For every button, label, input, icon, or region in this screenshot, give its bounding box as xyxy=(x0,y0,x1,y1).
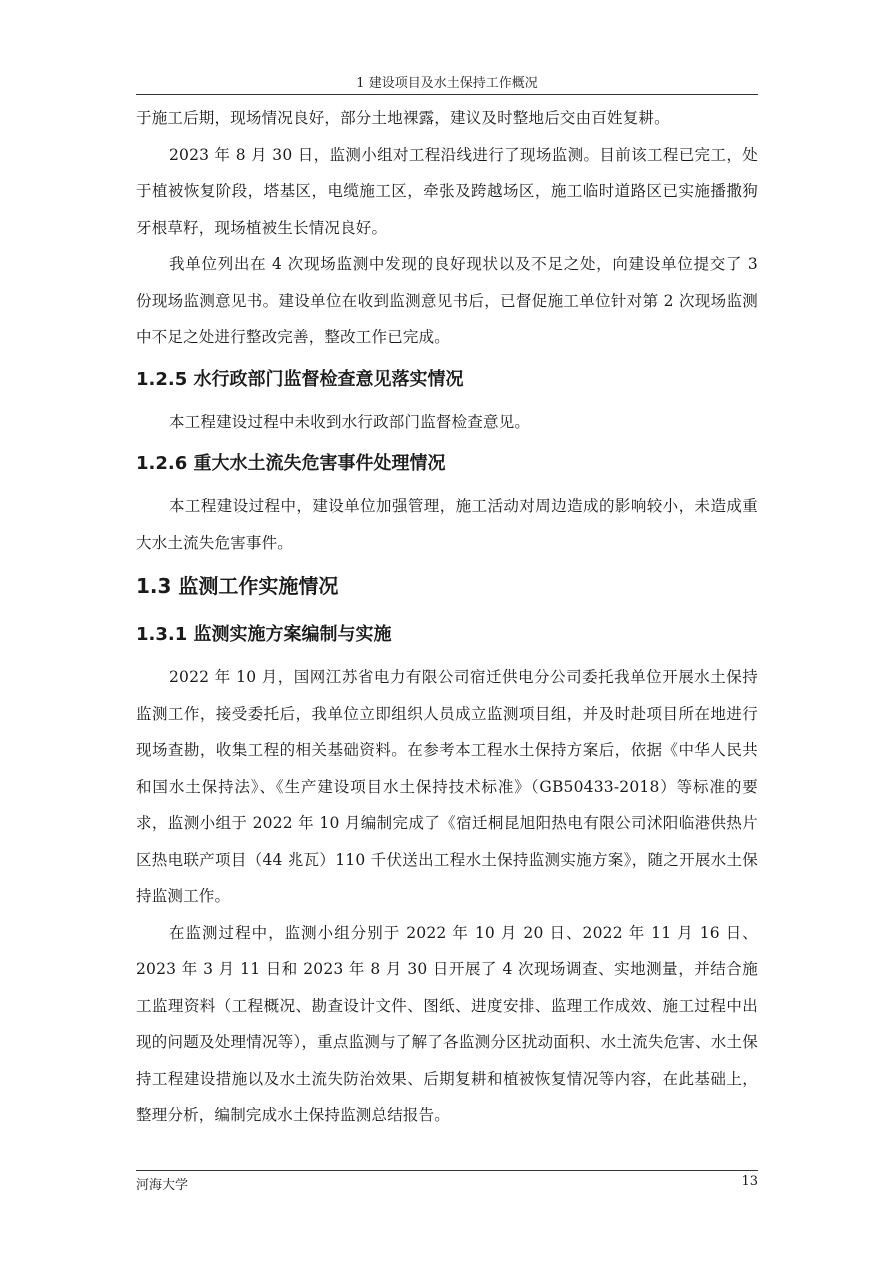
paragraph-plan: 2022 年 10 月，国网江苏省电力有限公司宿迁供电分公司委托我单位开展水土保持监测工作，接受委托后，我单位立即组织人员成立监测项目组，并及时赴项目所在地进行现场查勘，收集工程的相关基础资料。在参考本工程水土保持方案后，依据《中华人民共和国水土保持法》、《生产建设项目水土保持技术标准》（GB50433-2018）等标准的要求，监测小组于 2022 年 10 月编制完成了《宿迁桐昆旭阳热电有限公司沭阳临港供热片区热电联产项目（44 兆瓦）110 千伏送出工程水土保持监测实施方案》，随之开展水土保持监测工作。 xyxy=(136,668,758,905)
footer-institution: 河海大学 xyxy=(136,1178,189,1193)
page-number: 13 xyxy=(741,1174,758,1189)
paragraph-hazard: 本工程建设过程中，建设单位加强管理，施工活动对周边造成的影响较小，未造成重大水土流失危害事件。 xyxy=(136,497,758,552)
section-heading-1-3-1: 1.3.1 监测实施方案编制与实施 xyxy=(136,624,392,645)
section-heading-1-3: 1.3 监测工作实施情况 xyxy=(136,574,339,598)
paragraph-monitoring-opinions: 我单位列出在 4 次现场监测中发现的良好现状以及不足之处，向建设单位提交了 3 份现场监测意见书。建设单位在收到监测意见书后，已督促施工单位针对第 2 次现场监测中不足之处进行整改完善，整改工作已完成。 xyxy=(136,255,758,346)
footer-rule xyxy=(136,1170,758,1171)
section-heading-1-2-6: 1.2.6 重大水土流失危害事件处理情况 xyxy=(136,453,446,474)
paragraph-supervision: 本工程建设过程中未收到水行政部门监督检查意见。 xyxy=(169,412,531,431)
section-heading-1-2-5: 1.2.5 水行政部门监督检查意见落实情况 xyxy=(136,368,464,390)
paragraph-process: 在监测过程中，监测小组分别于 2022 年 10 月 20 日、2022 年 11 月 16 日、2023 年 3 月 11 日和 2023 年 8 月 30 日开展了 4 次现场调查、实地测量，并结合施工监理资料（工程概况、勘查设计文件、图纸、进度安排、监理工作成效、施工过程中出现的问题及处理情况等），重点监测与了解了各监测分区扰动面积、水土流失危害、水土保持工程建设措施以及水土流失防治效果、后期复耕和植被恢复情况等内容，在此基础上，整理分析，编制完成水土保持监测总结报告。 xyxy=(136,923,758,1124)
paragraph-monitoring-aug: 2023 年 8 月 30 日，监测小组对工程沿线进行了现场监测。目前该工程已完工，处于植被恢复阶段，塔基区，电缆施工区，牵张及跨越场区，施工临时道路区已实施播撒狗牙根草籽，现场植被生长情况良好。 xyxy=(136,145,758,237)
page-content xyxy=(136,100,758,1134)
running-header: 1 建设项目及水土保持工作概况 xyxy=(356,76,538,91)
header-rule xyxy=(136,94,758,95)
paragraph-continuation: 于施工后期，现场情况良好，部分土地裸露，建议及时整地后交由百姓复耕。 xyxy=(136,109,670,127)
